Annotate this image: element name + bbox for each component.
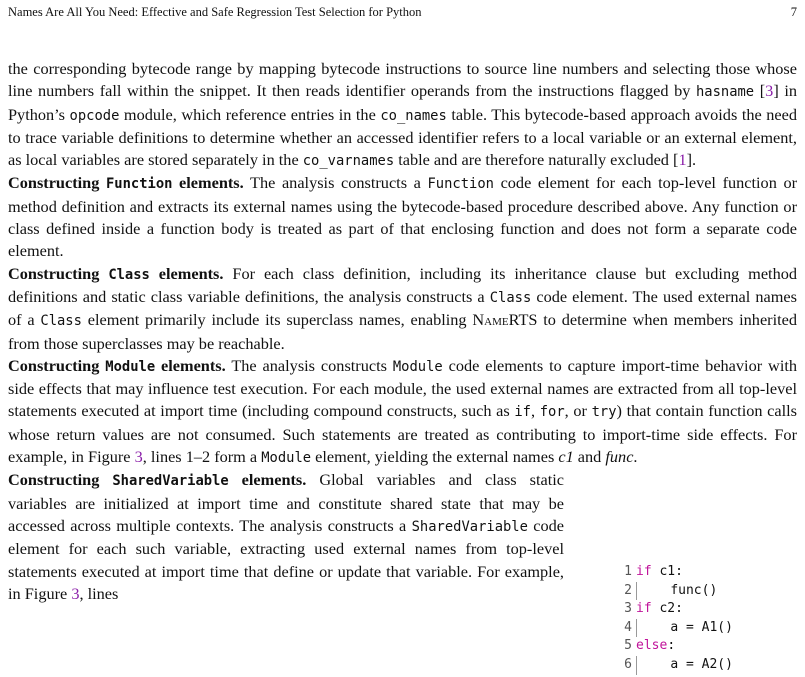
code-line: 4 a = A1() bbox=[618, 619, 788, 638]
citation-link[interactable]: 1 bbox=[678, 150, 687, 170]
page-number: 7 bbox=[790, 5, 797, 19]
code-line: 3 if c2: bbox=[624, 601, 683, 617]
citation-link[interactable]: 3 bbox=[765, 81, 774, 101]
code-co-varnames: co_varnames bbox=[302, 153, 395, 170]
code-line: 5 else : bbox=[624, 638, 676, 654]
paragraph-heading: Constructing SharedVariable elements. bbox=[8, 470, 307, 490]
tool-name: NameRTS bbox=[472, 310, 538, 330]
figure-link[interactable]: 3 bbox=[134, 447, 143, 467]
paragraph-heading: Constructing Class elements. bbox=[8, 263, 224, 283]
paragraph-class: Constructing Class elements. For each class definition, including its inheritance clause but excluding method definitions and static class variable definitions, the analysis constructs a Class code element. The used external names of a Class element primarily include its superclass names, enabling NameRTS to determine when members inherited from those superclasses may be reachable. bbox=[8, 263, 798, 353]
paragraph-function: Constructing Function elements. The analysis constructs a Function code element for each top-level function or method definition and extracts its external names using the bytecode-based procedure described above. Any function or class defined inside a function body is treated as part of that enclosing function and does not form a separate code element. bbox=[8, 173, 798, 261]
running-header bbox=[8, 5, 797, 23]
code-co-names: co_names bbox=[380, 107, 447, 124]
paragraph-bytecode: the corresponding bytecode range by mapping bytecode instructions to source line numbers and selecting those whose line numbers fall within the snippet. It then reads identifier operands from the instructions flagged by hasname [3] in Python’s opcode module, which reference entries in the co_names table. This bytecode-based approach avoids the need to trace variable definitions to determine whether an accessed identifier refers to a local variable or an external element, as local variables are stored separately in the co_varnames table and are therefore naturally excluded [1]. bbox=[8, 59, 798, 170]
paragraph-module: Constructing Module elements. The analysis constructs Module code elements to capture import-time behavior with side effects that may influence test execution. For each module, the used external names are extracted from all top-level statements executed at import time (including compound constructs, such as if, for, or try) that contain function calls whose return values are not consumed. Such statements are treated as contributing to import-time side effects. For example, in Figure 3, lines 1–2 form a Module element, yielding the external names c1 and func. bbox=[8, 355, 798, 467]
code-hasname: hasname bbox=[695, 84, 755, 101]
code-listing bbox=[618, 563, 788, 675]
code-line: 2 func() bbox=[618, 582, 788, 601]
code-line: 1 if c1: bbox=[624, 564, 683, 579]
paragraph-sharedvariable: Constructing SharedVariable elements. Global variables and class static variables are initialized at import time and constitute shared state that may be accessed across multiple contexts. The analysis constructs a SharedVariable code element for each such variable, extracting used external names from top-level statements executed at import time that define or update that variable. For example, in Figure 3, lines bbox=[8, 470, 564, 603]
figure-link[interactable]: 3 bbox=[71, 583, 80, 603]
code-line: 6 a = A2() bbox=[618, 656, 788, 675]
body-text bbox=[8, 58, 797, 605]
paragraph-heading: Constructing Module elements. bbox=[8, 355, 226, 375]
paragraph-heading: Constructing Function elements. bbox=[8, 173, 244, 193]
running-title: Names Are All You Need: Effective and Safe Regression Test Selection for Python bbox=[8, 5, 422, 19]
code-opcode: opcode bbox=[69, 107, 120, 124]
